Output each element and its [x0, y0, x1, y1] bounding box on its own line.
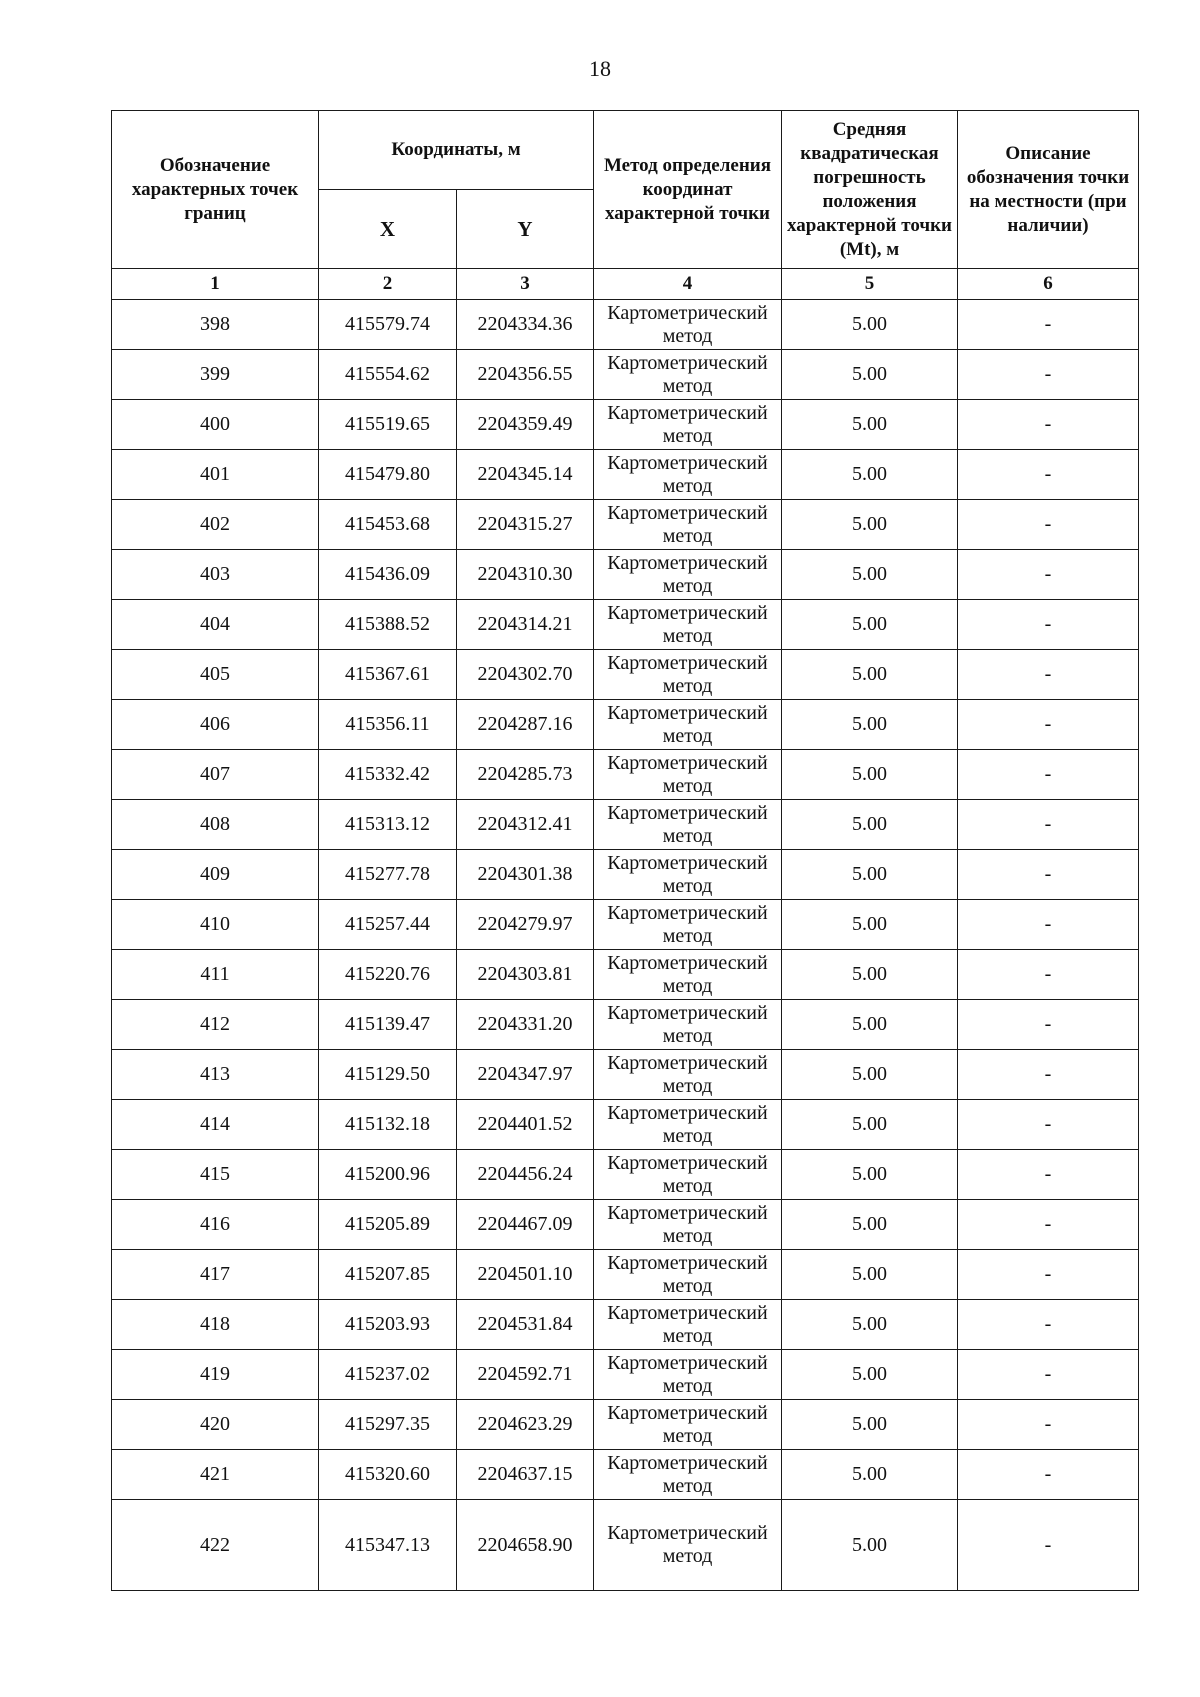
table-row: [112, 1150, 1139, 1200]
cell-x: 415205.89: [319, 1200, 457, 1250]
cell-mt: 5.00: [782, 500, 958, 550]
cell-method: Картометрический метод: [594, 1100, 782, 1150]
cell-y: 2204331.20: [457, 1000, 594, 1050]
table-row: [112, 1500, 1139, 1591]
cell-description: -: [958, 1400, 1139, 1450]
cell-y: 2204302.70: [457, 650, 594, 700]
header-description: Описание обозначения точки на местности (при наличии): [958, 111, 1139, 269]
cell-x: 415347.13: [319, 1500, 457, 1591]
cell-x: 415554.62: [319, 350, 457, 400]
header-method: Метод определения координат характерной точки: [594, 111, 782, 269]
cell-x: 415207.85: [319, 1250, 457, 1300]
cell-point: 413: [112, 1050, 319, 1100]
cell-method: Картометрический метод: [594, 1350, 782, 1400]
table-row: [112, 350, 1139, 400]
table-row: [112, 1200, 1139, 1250]
cell-point: 407: [112, 750, 319, 800]
table-row: [112, 1400, 1139, 1450]
table-row: [112, 700, 1139, 750]
cell-point: 409: [112, 850, 319, 900]
cell-description: -: [958, 1150, 1139, 1200]
cell-method: Картометрический метод: [594, 1050, 782, 1100]
column-number: 2: [319, 269, 457, 300]
cell-description: -: [958, 1500, 1139, 1591]
cell-method: Картометрический метод: [594, 1250, 782, 1300]
cell-x: 415139.47: [319, 1000, 457, 1050]
cell-x: 415200.96: [319, 1150, 457, 1200]
cell-description: -: [958, 1450, 1139, 1500]
cell-y: 2204592.71: [457, 1350, 594, 1400]
cell-mt: 5.00: [782, 750, 958, 800]
cell-point: 408: [112, 800, 319, 850]
cell-point: 416: [112, 1200, 319, 1250]
cell-description: -: [958, 950, 1139, 1000]
cell-point: 405: [112, 650, 319, 700]
table-row: [112, 1100, 1139, 1150]
cell-point: 420: [112, 1400, 319, 1450]
cell-description: -: [958, 400, 1139, 450]
cell-description: -: [958, 1350, 1139, 1400]
cell-y: 2204359.49: [457, 400, 594, 450]
cell-mt: 5.00: [782, 1350, 958, 1400]
cell-description: -: [958, 600, 1139, 650]
cell-description: -: [958, 450, 1139, 500]
coordinates-table: [111, 110, 1139, 1591]
cell-mt: 5.00: [782, 850, 958, 900]
cell-description: -: [958, 500, 1139, 550]
table-row: [112, 950, 1139, 1000]
table-row: [112, 650, 1139, 700]
table-row: [112, 400, 1139, 450]
cell-y: 2204312.41: [457, 800, 594, 850]
cell-y: 2204310.30: [457, 550, 594, 600]
column-number: 3: [457, 269, 594, 300]
cell-mt: 5.00: [782, 1250, 958, 1300]
cell-x: 415203.93: [319, 1300, 457, 1350]
cell-description: -: [958, 1250, 1139, 1300]
cell-method: Картометрический метод: [594, 1200, 782, 1250]
cell-description: -: [958, 650, 1139, 700]
cell-description: -: [958, 750, 1139, 800]
table-row: [112, 1300, 1139, 1350]
cell-y: 2204501.10: [457, 1250, 594, 1300]
cell-point: 418: [112, 1300, 319, 1350]
table-row: [112, 800, 1139, 850]
cell-point: 421: [112, 1450, 319, 1500]
cell-mt: 5.00: [782, 300, 958, 350]
cell-y: 2204637.15: [457, 1450, 594, 1500]
column-number: 1: [112, 269, 319, 300]
cell-x: 415367.61: [319, 650, 457, 700]
cell-x: 415519.65: [319, 400, 457, 450]
cell-method: Картометрический метод: [594, 1150, 782, 1200]
cell-method: Картометрический метод: [594, 1300, 782, 1350]
cell-mt: 5.00: [782, 1050, 958, 1100]
cell-point: 419: [112, 1350, 319, 1400]
cell-x: 415257.44: [319, 900, 457, 950]
cell-mt: 5.00: [782, 950, 958, 1000]
cell-y: 2204314.21: [457, 600, 594, 650]
cell-mt: 5.00: [782, 1400, 958, 1450]
cell-method: Картометрический метод: [594, 450, 782, 500]
cell-x: 415579.74: [319, 300, 457, 350]
cell-description: -: [958, 1000, 1139, 1050]
table-row: [112, 550, 1139, 600]
cell-description: -: [958, 900, 1139, 950]
cell-point: 411: [112, 950, 319, 1000]
table-row: [112, 1000, 1139, 1050]
cell-y: 2204658.90: [457, 1500, 594, 1591]
table-row: [112, 500, 1139, 550]
cell-mt: 5.00: [782, 1200, 958, 1250]
cell-description: -: [958, 300, 1139, 350]
header-error: Средняя квадратическая погрешность положения характерной точки (Mt), м: [782, 111, 958, 269]
cell-point: 412: [112, 1000, 319, 1050]
cell-method: Картометрический метод: [594, 800, 782, 850]
cell-point: 415: [112, 1150, 319, 1200]
cell-y: 2204467.09: [457, 1200, 594, 1250]
cell-method: Картометрический метод: [594, 1400, 782, 1450]
column-number: 4: [594, 269, 782, 300]
cell-method: Картометрический метод: [594, 950, 782, 1000]
cell-method: Картометрический метод: [594, 350, 782, 400]
cell-point: 417: [112, 1250, 319, 1300]
cell-mt: 5.00: [782, 900, 958, 950]
cell-x: 415388.52: [319, 600, 457, 650]
cell-x: 415132.18: [319, 1100, 457, 1150]
cell-y: 2204315.27: [457, 500, 594, 550]
cell-description: -: [958, 1050, 1139, 1100]
column-number: 5: [782, 269, 958, 300]
cell-point: 402: [112, 500, 319, 550]
cell-point: 422: [112, 1500, 319, 1591]
cell-mt: 5.00: [782, 550, 958, 600]
table-row: [112, 1350, 1139, 1400]
cell-x: 415129.50: [319, 1050, 457, 1100]
table-row: [112, 1050, 1139, 1100]
cell-mt: 5.00: [782, 350, 958, 400]
cell-x: 415320.60: [319, 1450, 457, 1500]
cell-y: 2204334.36: [457, 300, 594, 350]
cell-description: -: [958, 550, 1139, 600]
cell-description: -: [958, 1100, 1139, 1150]
cell-y: 2204623.29: [457, 1400, 594, 1450]
cell-method: Картометрический метод: [594, 1500, 782, 1591]
cell-y: 2204303.81: [457, 950, 594, 1000]
cell-mt: 5.00: [782, 800, 958, 850]
cell-description: -: [958, 800, 1139, 850]
cell-y: 2204345.14: [457, 450, 594, 500]
cell-y: 2204356.55: [457, 350, 594, 400]
cell-y: 2204279.97: [457, 900, 594, 950]
cell-y: 2204301.38: [457, 850, 594, 900]
cell-x: 415479.80: [319, 450, 457, 500]
table-row: [112, 900, 1139, 950]
table-row: [112, 1250, 1139, 1300]
cell-description: -: [958, 350, 1139, 400]
cell-method: Картометрический метод: [594, 850, 782, 900]
cell-point: 403: [112, 550, 319, 600]
cell-point: 414: [112, 1100, 319, 1150]
cell-y: 2204456.24: [457, 1150, 594, 1200]
header-x: X: [319, 190, 457, 269]
cell-point: 410: [112, 900, 319, 950]
cell-mt: 5.00: [782, 400, 958, 450]
cell-method: Картометрический метод: [594, 700, 782, 750]
cell-y: 2204285.73: [457, 750, 594, 800]
header-coordinates: Координаты, м: [319, 111, 594, 190]
cell-mt: 5.00: [782, 1000, 958, 1050]
table-row: [112, 600, 1139, 650]
cell-y: 2204347.97: [457, 1050, 594, 1100]
cell-mt: 5.00: [782, 1450, 958, 1500]
cell-mt: 5.00: [782, 600, 958, 650]
cell-method: Картометрический метод: [594, 1450, 782, 1500]
cell-x: 415220.76: [319, 950, 457, 1000]
header-designation: Обозначение характерных точек границ: [112, 111, 319, 269]
cell-x: 415297.35: [319, 1400, 457, 1450]
table-row: [112, 750, 1139, 800]
cell-method: Картометрический метод: [594, 300, 782, 350]
cell-y: 2204287.16: [457, 700, 594, 750]
cell-point: 404: [112, 600, 319, 650]
cell-method: Картометрический метод: [594, 600, 782, 650]
cell-mt: 5.00: [782, 1100, 958, 1150]
cell-x: 415313.12: [319, 800, 457, 850]
cell-x: 415332.42: [319, 750, 457, 800]
cell-method: Картометрический метод: [594, 750, 782, 800]
table-row: [112, 850, 1139, 900]
cell-x: 415277.78: [319, 850, 457, 900]
cell-mt: 5.00: [782, 1500, 958, 1591]
cell-mt: 5.00: [782, 700, 958, 750]
cell-x: 415237.02: [319, 1350, 457, 1400]
cell-mt: 5.00: [782, 650, 958, 700]
cell-description: -: [958, 850, 1139, 900]
table-row: [112, 300, 1139, 350]
cell-description: -: [958, 700, 1139, 750]
cell-x: 415356.11: [319, 700, 457, 750]
cell-point: 398: [112, 300, 319, 350]
cell-method: Картометрический метод: [594, 1000, 782, 1050]
header-y: Y: [457, 190, 594, 269]
cell-point: 399: [112, 350, 319, 400]
cell-description: -: [958, 1200, 1139, 1250]
cell-description: -: [958, 1300, 1139, 1350]
cell-y: 2204531.84: [457, 1300, 594, 1350]
table-row: [112, 450, 1139, 500]
cell-mt: 5.00: [782, 1150, 958, 1200]
cell-method: Картометрический метод: [594, 900, 782, 950]
column-number: 6: [958, 269, 1139, 300]
cell-point: 400: [112, 400, 319, 450]
table-body: [112, 300, 1139, 1591]
cell-method: Картометрический метод: [594, 550, 782, 600]
cell-point: 401: [112, 450, 319, 500]
page-number: 18: [589, 56, 611, 81]
cell-mt: 5.00: [782, 1300, 958, 1350]
cell-y: 2204401.52: [457, 1100, 594, 1150]
cell-method: Картометрический метод: [594, 500, 782, 550]
cell-x: 415453.68: [319, 500, 457, 550]
table-row: [112, 1450, 1139, 1500]
cell-method: Картометрический метод: [594, 650, 782, 700]
cell-method: Картометрический метод: [594, 400, 782, 450]
cell-point: 406: [112, 700, 319, 750]
cell-mt: 5.00: [782, 450, 958, 500]
cell-x: 415436.09: [319, 550, 457, 600]
